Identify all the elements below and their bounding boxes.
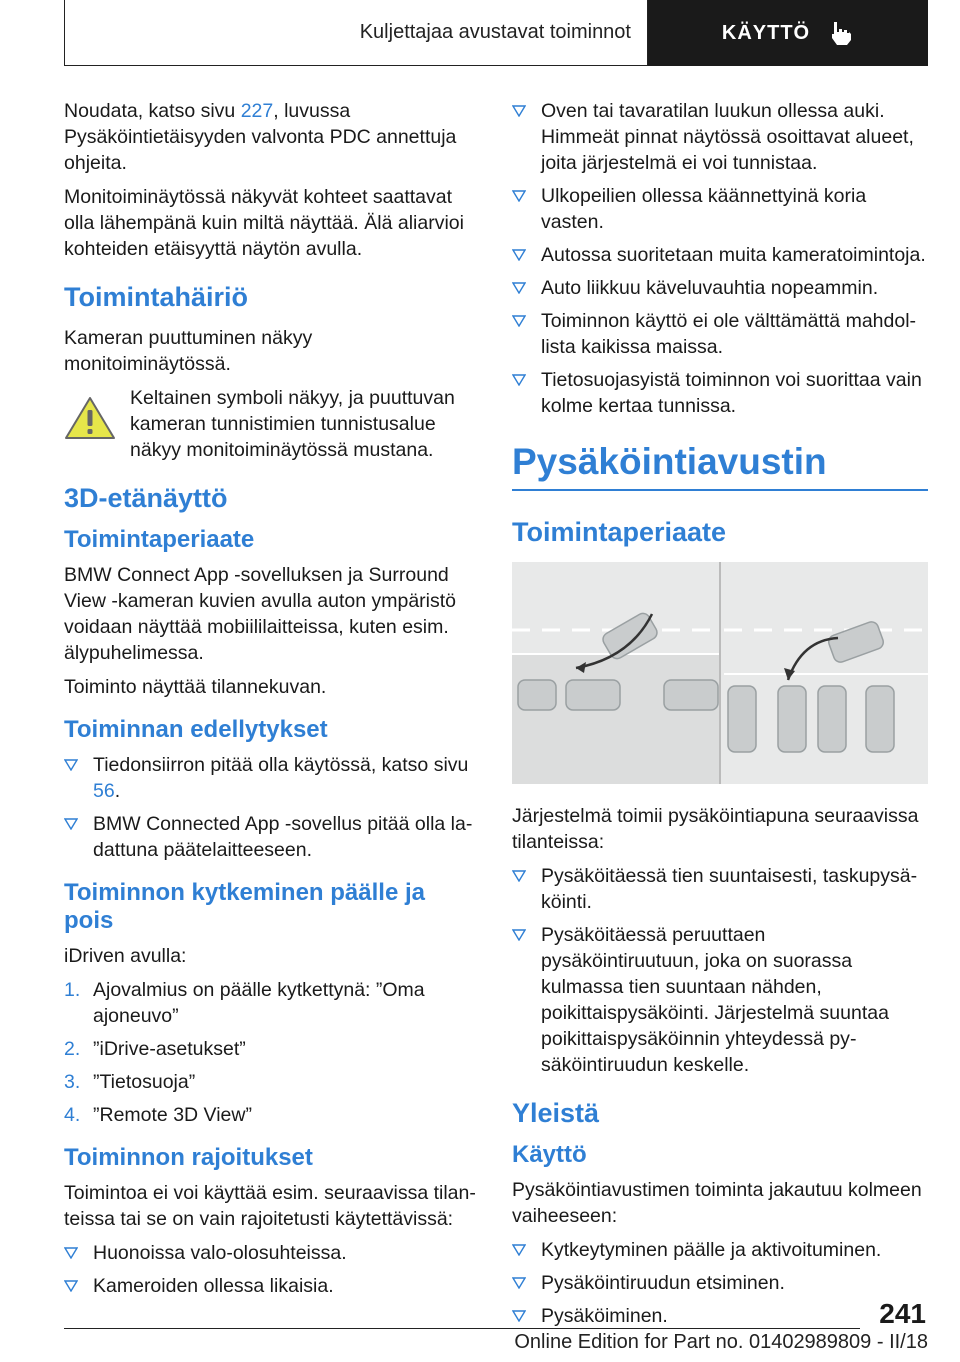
triangle-bullet-icon xyxy=(64,818,78,830)
list-item: Auto liikkuu käveluvauhtia nopeammin. xyxy=(512,275,928,301)
left-column xyxy=(64,98,480,1307)
heading-prerequisites: Toiminnan edellytykset xyxy=(64,716,328,743)
heading-limitations: Toiminnon rajoitukset xyxy=(64,1144,313,1171)
situations-intro: Järjestelmä toimii pysäköintiapuna seuraavissa tilanteissa: xyxy=(512,805,919,853)
chapter-tab[interactable] xyxy=(648,0,928,66)
limitations-list-right xyxy=(512,98,928,419)
limitations-text: Toimintoa ei voi käyttää esim. seuraavissa tilanteissa tai se on vain rajoitetusti käytettävissä: xyxy=(64,1182,476,1230)
triangle-bullet-icon xyxy=(64,759,78,771)
triangle-bullet-icon xyxy=(512,315,526,327)
list-item: Pysäköitäessä tien suuntaisesti, taskupysäköinti. xyxy=(512,863,928,915)
heading-parking-assistant: Pysäköintiavustin xyxy=(512,441,928,491)
malfunction-text: Kameran puuttuminen näkyy monitoiminäytössä. xyxy=(64,327,313,375)
triangle-bullet-icon xyxy=(512,1244,526,1256)
idrive-text: iDriven avulla: xyxy=(64,945,187,967)
list-item: Ulkopeilien ollessa käännettyinä koria vasten. xyxy=(512,183,928,235)
triangle-bullet-icon xyxy=(512,870,526,882)
warning-text: Keltainen symboli näkyy, ja puuttuvan kameran tunnistimien tunnistusalue näkyy monitoiminäytössä mustana. xyxy=(130,387,455,461)
triangle-bullet-icon xyxy=(512,249,526,261)
list-item: 2. ”iDrive-asetukset” xyxy=(64,1038,246,1060)
list-item: Toiminnon käyttö ei ole välttämättä mahdollista kaikissa maissa. xyxy=(512,308,928,360)
section-title: Kuljettajaa avustavat toiminnot xyxy=(64,0,648,66)
steps-list xyxy=(64,977,480,1128)
triangle-bullet-icon xyxy=(512,282,526,294)
list-item: 4. ”Remote 3D View” xyxy=(64,1104,252,1126)
page-link-227[interactable]: 227 xyxy=(240,100,274,122)
right-column xyxy=(512,98,928,1337)
list-item: Pysäköitäessä peruuttaen pysäköintiruutuun, joka on suorassa kulmassa tien suuntaan nähden, poikittaispysäköinti. Järjestelmä suuntaa poikittaispysäköinnin yhteydessä pysäköintiruudun keskelle. xyxy=(512,922,928,1078)
snapshot-text: Toiminto näyttää tilannekuvan. xyxy=(64,676,327,698)
triangle-bullet-icon xyxy=(512,929,526,941)
limitations-list-left xyxy=(64,1240,480,1299)
phases-list xyxy=(512,1237,928,1329)
list-item: Pysäköiminen. xyxy=(512,1303,928,1329)
heading-malfunction: Toimintahäiriö xyxy=(64,282,249,312)
triangle-bullet-icon xyxy=(64,1247,78,1259)
list-item: Huonoissa valo-olosuhteissa. xyxy=(64,1240,480,1266)
footer-divider xyxy=(64,1328,860,1329)
triangle-bullet-icon xyxy=(512,1310,526,1322)
parking-illustration xyxy=(512,562,928,784)
warning-note xyxy=(64,385,480,463)
triangle-bullet-icon xyxy=(512,374,526,386)
triangle-bullet-icon xyxy=(512,190,526,202)
list-item: Oven tai tavaratilan luukun ollessa auki. Himmeät pinnat näytössä osoittavat alueet, joita järjestelmä ei voi tunnistaa. xyxy=(512,98,928,176)
heading-general: Yleistä xyxy=(512,1098,600,1128)
list-item: 3. ”Tietosuoja” xyxy=(64,1071,196,1093)
triangle-bullet-icon xyxy=(512,1277,526,1289)
situations-list xyxy=(512,863,928,1078)
list-item: Pysäköintiruudun etsiminen. xyxy=(512,1270,928,1296)
list-item: Tietosuojasyistä toiminnon voi suorittaa vain kolme kertaa tunnissa. xyxy=(512,367,928,419)
list-item: 1. Ajovalmius on päälle kytkettynä: ”Oma ajoneuvo” xyxy=(64,979,425,1027)
heading-principle-3d: Toimintaperiaate xyxy=(64,526,255,553)
chapter-title: KÄYTTÖ xyxy=(721,21,811,44)
list-item: Kameroiden ollessa likaisia. xyxy=(64,1273,480,1299)
heading-switch-on-off: Toiminnon kytkeminen päälle ja pois xyxy=(64,879,425,934)
phases-intro: Pysäköintiavustimen toiminta jakautuu kolmeen vaiheeseen: xyxy=(512,1179,922,1227)
heading-usage: Käyttö xyxy=(512,1141,587,1168)
page-number: 241 xyxy=(879,1298,926,1329)
list-item: Kytkeytyminen päälle ja aktivoituminen. xyxy=(512,1237,928,1263)
pointing-hand-icon xyxy=(828,20,854,46)
heading-principle-parking: Toimintaperiaate xyxy=(512,517,727,547)
page-header xyxy=(64,0,928,66)
distance-warning-text: Monitoiminäytössä näkyvät kohteet saattavat olla lähempänä kuin miltä näyttää. Älä aliarvioi kohteiden etäisyyttä näytön avulla. xyxy=(64,186,464,260)
principle-text: BMW Connect App -sovelluksen ja Surround View -kameran kuvien avulla auton ympäristö voidaan näyttää mobiililaitteissa, kuten esim. älypuhelimessa. xyxy=(64,564,456,664)
edition-text: Online Edition for Part no. 01402989809 - II/18 xyxy=(514,1331,928,1353)
heading-3d-view: 3D-etänäyttö xyxy=(64,483,228,513)
list-item: BMW Connected App -sovellus pitää olla ladattuna päätelaitteeseen. xyxy=(64,811,480,863)
list-item: Tiedonsiirron pitää olla käytössä, katso sivu 56. xyxy=(64,752,480,804)
triangle-bullet-icon xyxy=(64,1280,78,1292)
pdc-reference: Noudata, katso sivu 227, luvussa Pysäköintietäisyyden valvonta PDC annettuja ohjeita. xyxy=(64,100,457,174)
prerequisites-list xyxy=(64,752,480,863)
list-item: Autossa suoritetaan muita kameratoimintoja. xyxy=(512,242,928,268)
warning-triangle-icon xyxy=(64,395,116,441)
page-link-56[interactable]: 56 xyxy=(93,780,115,802)
triangle-bullet-icon xyxy=(512,105,526,117)
